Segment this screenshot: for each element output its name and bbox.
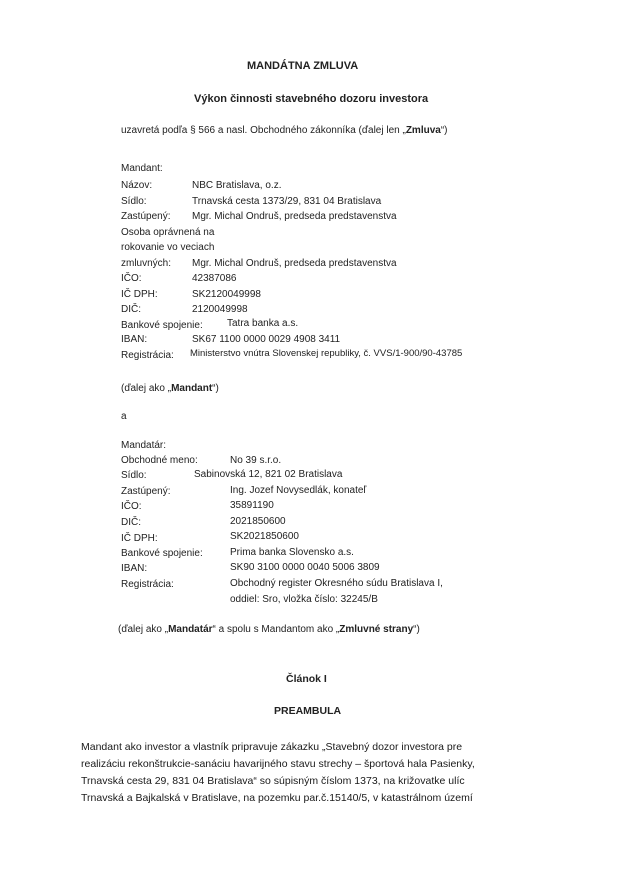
mandant-label-registracia: Registrácia: [121, 350, 174, 361]
mandant-label-osoba: Osoba oprávnená na [121, 227, 215, 238]
mandatar-value-icdph: SK2021850600 [230, 531, 299, 542]
mandant-value-registracia: Ministerstvo vnútra Slovenskej republiky, č. VVS/1-900/90-43785 [190, 348, 463, 359]
mandant-heading: Mandant: [121, 163, 163, 174]
mandatar-value-ico: 35891190 [230, 500, 274, 511]
mandatar-value-bank: Prima banka Slovensko a.s. [230, 547, 354, 558]
mandant-label-rokovanie: rokovanie vo veciach [121, 242, 215, 253]
mandant-label-iban: IBAN: [121, 334, 148, 345]
mandatar-value-dic: 2021850600 [230, 516, 286, 527]
mandant-label-sidlo: Sídlo: [121, 196, 147, 207]
mandant-alias: (ďalej ako „Mandant“) [121, 383, 219, 394]
mandatar-heading: Mandatár: [121, 440, 167, 451]
mandatar-alias: (ďalej ako „Mandatár“ a spolu s Mandantom ako „Zmluvné strany“) [118, 624, 420, 635]
mandatar-label-icdph: IČ DPH: [121, 533, 158, 544]
article-title: PREAMBULA [274, 705, 342, 717]
mandant-label-ico: IČO: [121, 273, 142, 284]
mandant-value-zmluvnych: Mgr. Michal Ondruš, predseda predstavenstva [192, 258, 397, 269]
mandatar-label-ico: IČO: [121, 501, 142, 512]
mandant-value-icdph: SK2120049998 [192, 289, 261, 300]
mandatar-label-zastupeny: Zastúpený: [121, 486, 171, 497]
mandant-label-zmluvnych: zmluvných: [121, 258, 172, 269]
mandant-label-dic: DIČ: [121, 304, 141, 315]
mandant-value-sidlo: Trnavská cesta 1373/29, 831 04 Bratislava [192, 196, 382, 207]
document-subtitle: Výkon činnosti stavebného dozoru investora [194, 93, 429, 105]
mandatar-label-iban: IBAN: [121, 563, 148, 574]
document-title: MANDÁTNA ZMLUVA [247, 60, 359, 72]
mandant-value-iban: SK67 1100 0000 0029 4908 3411 [192, 334, 341, 345]
mandatar-value-obchodne-meno: No 39 s.r.o. [230, 455, 282, 466]
mandatar-value-registracia: Obchodný register Okresného súdu Bratislava I, [230, 578, 443, 589]
conjunction: a [121, 411, 127, 422]
preambula-paragraph [81, 739, 521, 807]
mandant-label-zastupeny: Zastúpený: [121, 211, 171, 222]
preambula-line: realizáciu rekonštrukcie-sanáciu havarijného stavu strechy – športová hala Pasienky, [81, 758, 475, 770]
preambula-line: Trnavská cesta 29, 831 04 Bratislava“ so súpisným číslom 1373, na križovatke ulíc [81, 775, 465, 787]
article-heading: Článok I [286, 673, 327, 685]
mandant-value-ico: 42387086 [192, 273, 237, 284]
mandant-label-bank: Bankové spojenie: [121, 320, 203, 331]
mandant-value-zastupeny: Mgr. Michal Ondruš, predseda predstavenstva [192, 211, 397, 222]
mandatar-value-sidlo: Sabinovská 12, 821 02 Bratislava [194, 469, 343, 480]
mandatar-label-registracia: Registrácia: [121, 579, 174, 590]
mandatar-value-registracia-cont: oddiel: Sro, vložka číslo: 32245/B [230, 594, 378, 605]
preambula-line: Mandant ako investor a vlastník pripravuje zákazku „Stavebný dozor investora pre [81, 741, 463, 753]
mandatar-value-zastupeny: Ing. Jozef Novysedlák, konateľ [230, 485, 367, 496]
mandant-value-nazov: NBC Bratislava, o.z. [192, 180, 282, 191]
mandant-label-nazov: Názov: [121, 180, 153, 191]
mandatar-label-sidlo: Sídlo: [121, 470, 147, 481]
preambula-line: Trnavská a Bajkalská v Bratislave, na pozemku par.č.15140/5, v katastrálnom území [81, 792, 473, 804]
mandatar-label-bank: Bankové spojenie: [121, 548, 203, 559]
mandatar-label-obchodne-meno: Obchodné meno: [121, 455, 198, 466]
mandatar-label-dic: DIČ: [121, 517, 141, 528]
mandant-value-bank: Tatra banka a.s. [227, 318, 299, 329]
intro-line: uzavretá podľa § 566 a nasl. Obchodného zákonníka (ďalej len „Zmluva“) [121, 125, 448, 136]
mandatar-value-iban: SK90 3100 0000 0040 5006 3809 [230, 562, 380, 573]
mandant-label-icdph: IČ DPH: [121, 289, 158, 300]
mandant-value-dic: 2120049998 [192, 304, 248, 315]
